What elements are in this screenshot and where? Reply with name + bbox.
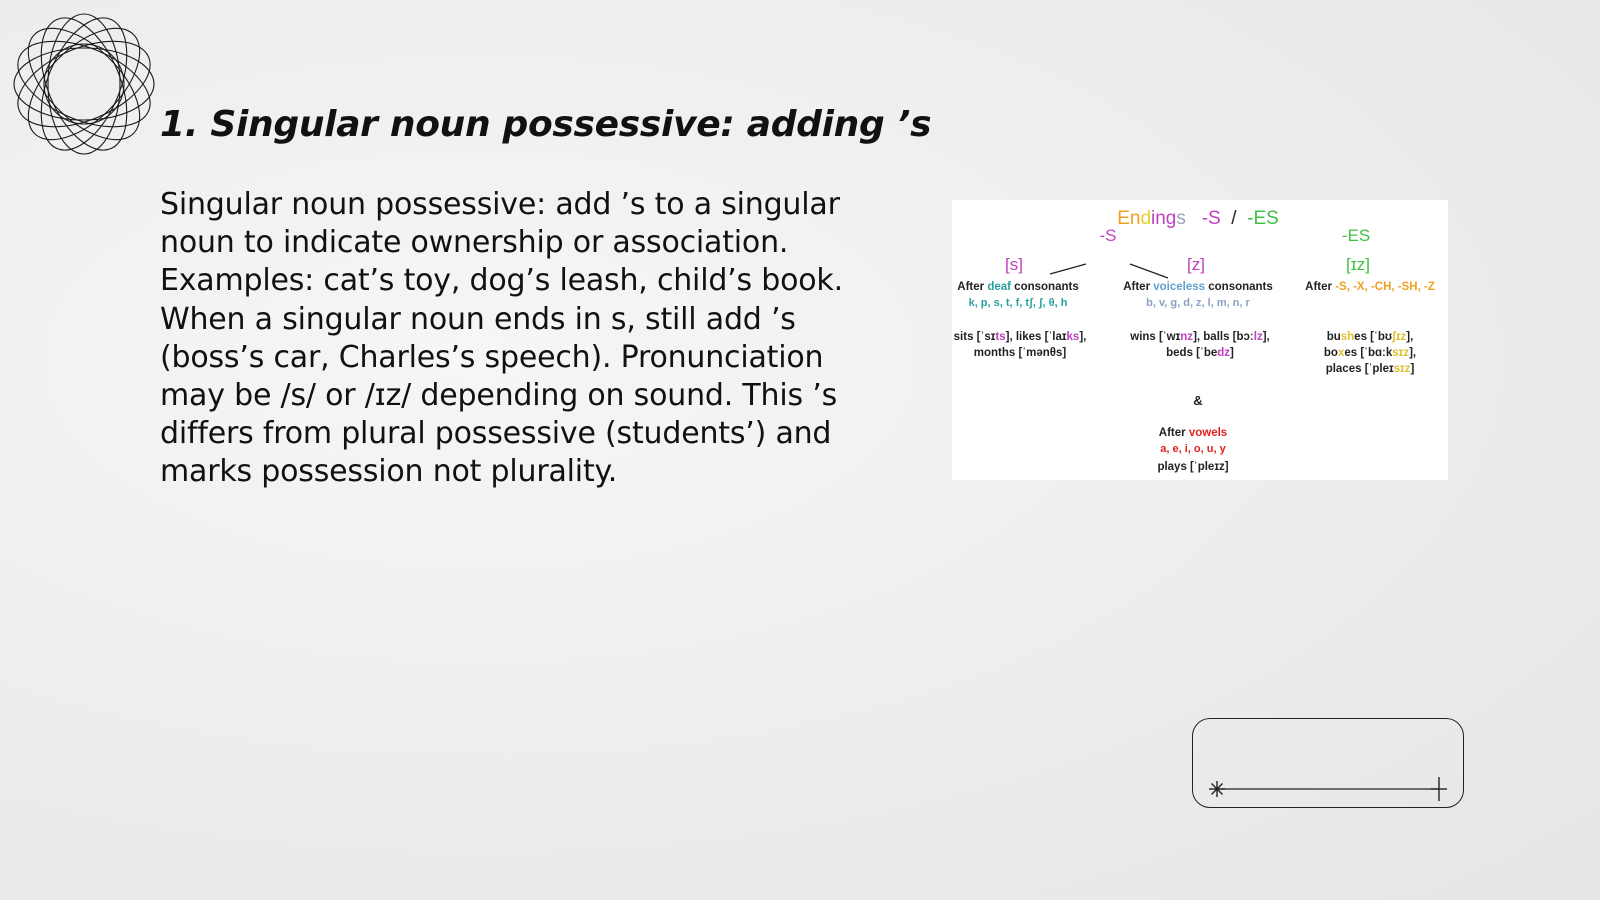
letters-voiceless: b, v, g, d, z, l, m, n, r	[1146, 297, 1250, 309]
letters-vowels: a, e, i, o, u, y	[1160, 443, 1226, 455]
diagram-heading: Endings -S / -ES	[1117, 208, 1279, 229]
rule-sibilants: After -S, -X, -CH, -SH, -Z	[1305, 281, 1435, 293]
right-branch-label: -ES	[1341, 226, 1371, 245]
examples-s: sits [ˈsɪts], likes [ˈlaɪks], months [ˈmənθs]	[953, 331, 1087, 359]
left-branch-label: -S	[1099, 226, 1117, 245]
phoneme-s: [s]	[1005, 255, 1023, 274]
example-vowels: plays [ˈpleɪz]	[1157, 461, 1229, 473]
rule-vowels: After vowels	[1158, 427, 1228, 439]
rule-voiceless-consonants: After voiceless consonants	[1123, 281, 1273, 293]
rosette-petal	[10, 10, 158, 158]
sparkle-icon	[1209, 781, 1225, 797]
decorative-slider-frame	[1192, 718, 1464, 808]
ampersand: &	[1193, 393, 1203, 408]
rosette-ornament-icon	[10, 10, 158, 158]
rosette-petal	[10, 24, 158, 144]
slider-track	[1193, 719, 1465, 809]
rosette-petal	[10, 10, 158, 158]
phoneme-z: [z]	[1187, 255, 1205, 274]
examples-z: wins [ˈwɪnz], balls [bɔːlz], beds [ˈbedz]	[1130, 331, 1270, 359]
examples-iz: bushes [ˈbʊʃɪz], boxes [ˈbɑːksɪz], places [ˈpleɪsɪz]	[1323, 331, 1417, 375]
rosette-petal	[24, 10, 144, 158]
rosette-petal	[10, 24, 158, 144]
rosette-petal	[24, 10, 144, 158]
rule-deaf-consonants: After deaf consonants	[957, 281, 1079, 293]
endings-diagram	[952, 200, 1448, 480]
rosette-petal	[48, 14, 120, 154]
plus-icon	[1431, 777, 1447, 801]
slide-body-text: Singular noun possessive: add ’s to a singular noun to indicate ownership or association. Examples: cat’s toy, dog’s leash, child’s book. When a singular noun ends in s, still add ’s (boss’s car, Charles’s speech). Pronunciation may be /s/ or /ɪz/ depending on sound. This ’s differs from plural possessive (students’) and marks possession not plurality.	[160, 187, 843, 490]
slide-title: 1. Singular noun possessive: adding ’s	[160, 104, 932, 145]
letters-deaf: k, p, s, t, f, tʃ, ʃ, θ, h	[968, 297, 1068, 309]
rosette-petal	[14, 48, 154, 120]
phoneme-iz: [ɪz]	[1346, 255, 1370, 274]
